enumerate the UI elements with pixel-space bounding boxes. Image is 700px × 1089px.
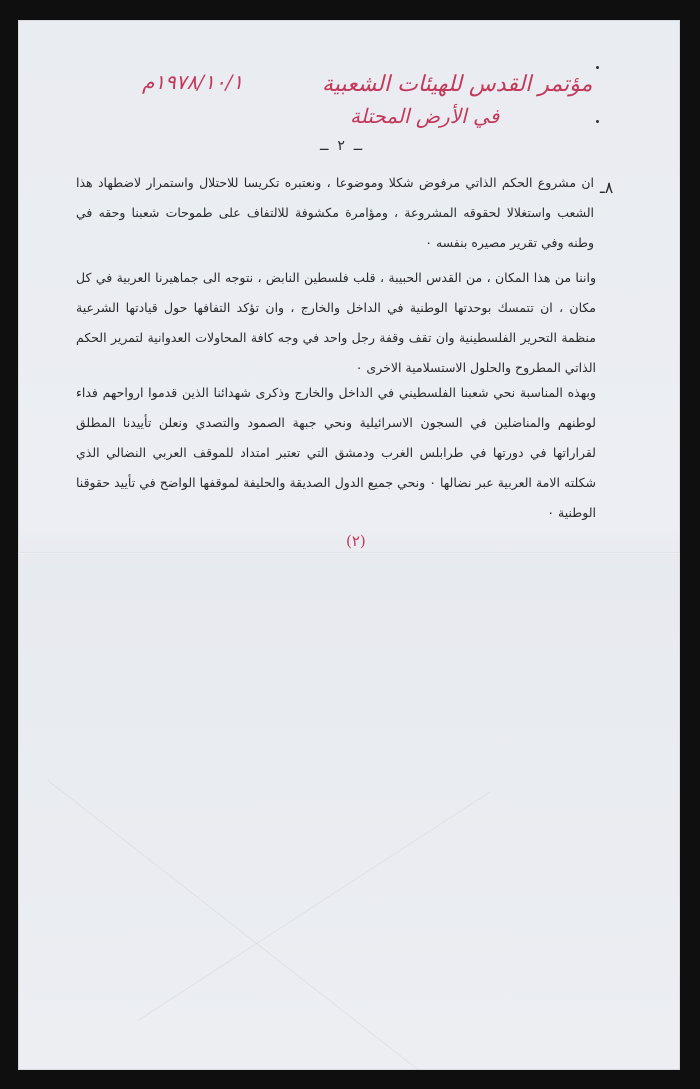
handwritten-subtitle: في الأرض المحتلة <box>350 104 500 128</box>
footer-page-number: (٢) <box>346 532 366 550</box>
margin-dot <box>596 120 599 123</box>
paragraph-text: وبهذه المناسبة نحي شعبنا الفلسطيني في الداخل والخارج وذكرى شهدائنا الذين قدموا ارواحهم فداء لوطنهم والمناضلين في السجون الاسرائيلية ونحي جبهة الصمود والتصدي ونعلن تأييدنا المطلق لقراراتها في دورتها في طرابلس الغرب ودمشق التي تعتبر امتداد للموقف العربي النضالي الذي شكلته الامة العربية عبر نضالها ٠ ونحي جميع الدول الصديقة والحليفة لموقفها الواضح في تأييد حقوقنا الوطنية ٠ <box>76 385 596 520</box>
item-marker: ٨ـ <box>600 178 614 197</box>
page-number: ـ ٢ ـ <box>320 138 363 154</box>
paragraph <box>76 378 596 528</box>
paper-crease <box>138 791 491 1021</box>
paragraph <box>76 168 594 258</box>
handwritten-title: مؤتمر القدس للهيئات الشعبية <box>322 72 593 97</box>
paper-crease <box>48 780 458 1070</box>
paragraph-text: واننا من هذا المكان ، من القدس الحبيبة ، قلب فلسطين النابض ، نتوجه الى جماهيرنا العربية في كل مكان ، ان تتمسك بوحدتها الوطنية في الداخل والخارج ، وان تؤكد التفافها حول قيادتها الشرعية منظمة التحرير الفلسطينية وان تقف وقفة رجل واحد في وجه كافة المحاولات العدوانية لتمرير الحكم الذاتي المطروح والحلول الاستسلامية الاخرى ٠ <box>76 270 596 375</box>
handwritten-date: ١٩٧٨/١٠/١م <box>142 70 244 94</box>
margin-dot <box>596 66 599 69</box>
paper-fold <box>18 552 680 554</box>
paragraph <box>76 263 596 383</box>
paragraph-text: ان مشروع الحكم الذاتي مرفوض شكلا وموضوعا ، ونعتبره تكريسا للاحتلال واستمرار لاضطهاد هذا الشعب واستغلالا لحقوقه المشروعة ، ومؤامرة مكشوفة للالتفاف على طموحات شعبنا وحقه في وطنه وفي تقرير مصيره بنفسه ٠ <box>76 175 594 250</box>
